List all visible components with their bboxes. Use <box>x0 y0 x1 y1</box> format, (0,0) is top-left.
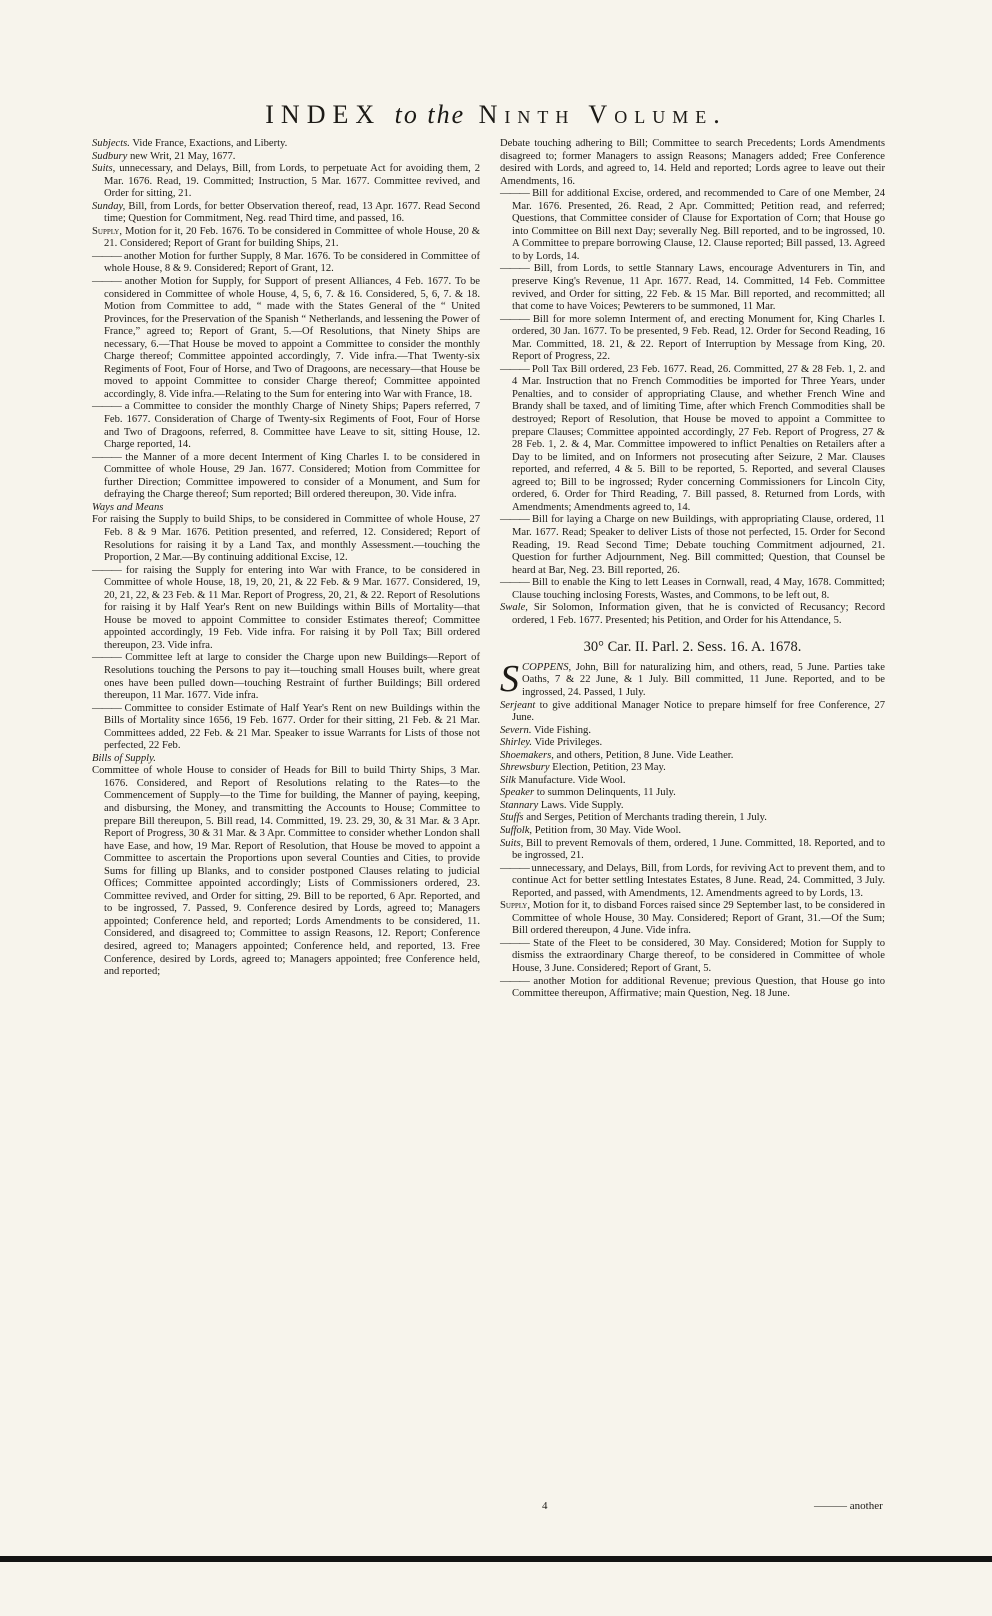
entry-heading: Sunday, <box>92 200 126 212</box>
index-entry <box>92 226 480 251</box>
entry-heading: Swale, <box>500 602 528 614</box>
repeat-dash: ——— <box>92 564 121 576</box>
index-entry <box>500 900 885 938</box>
entry-text: Bill to enable the King to lett Leases in Cornwall, read, 4 May, 1678. Committed; Clause touching inclosing Forests, Wastes, and Commons, to be left out, 8. <box>512 577 885 601</box>
entry-text: Manufacture. Vide Wool. <box>515 774 626 786</box>
entry-text: Motion for it, 20 Feb. 1676. To be considered in Committee of whole House, 20 & 21. Considered; Report of Grant for building Ships, 21. <box>104 225 480 250</box>
entry-text: Motion for it, to disband Forces raised since 29 September last, to be considered in Committee of whole House, 30 May. Considered; Report of Grant, 31.—Of the Sum; Bill ordered thereupon, 4 June. Vide infra. <box>512 900 885 937</box>
right-column <box>500 138 885 1001</box>
index-entry <box>92 163 480 201</box>
index-entry <box>500 787 885 800</box>
entry-text: Committee left at large to consider the Charge upon new Buildings—Report of Resolutions touching the Persons to pay it—touching small Houses built, where great ones have been pulled down—touching Restraint of further Buildings; Bill ordered thereupon, 11 Mar. 1677. Vide infra. <box>104 652 480 702</box>
entry-heading: Stannary <box>500 799 539 811</box>
index-entry <box>500 737 885 750</box>
entry-text: Sir Solomon, Information given, that he is convicted of Recusancy; Record ordered, 1 Feb. 1677. Presented; his Petition, and Order for his Attendance, 5. <box>512 602 885 626</box>
entry-text: State of the Fleet to be considered, 30 May. Considered; Motion for Supply to dismiss the extraordinary Charge thereof, to be considered in Committee of whole House, 3 June. Considered; Report of Grant, 5. <box>512 937 885 974</box>
entry-text: Election, Petition, 23 May. <box>549 762 666 774</box>
entry-heading: Serjeant <box>500 699 536 711</box>
page-number: 4 <box>542 1500 548 1512</box>
entry-heading: Shoemakers, <box>500 749 554 761</box>
entry-text: the Manner of a more decent Interment of King Charles I. to be considered in Committee of whole House, 29 Jan. 1677. Considered; Motion from Committee for further Direction; Committee impowered to consider of a Monument, and Sum for defraying the Charge thereof; Sum reported; Bill ordered thereupon, 30. Vide infra. <box>104 451 480 501</box>
index-entry <box>92 753 480 766</box>
entry-text: and others, Petition, 8 June. Vide Leather. <box>553 749 734 761</box>
index-entry <box>500 577 885 602</box>
entry-text: to give additional Manager Notice to prepare himself for free Conference, 27 June. <box>512 699 885 724</box>
entry-text: Vide Privileges. <box>532 737 603 749</box>
entry-text: Poll Tax Bill ordered, 23 Feb. 1677. Read, 26. Committed, 27 & 28 Feb. 1, 2. and 4 Mar. Instruction that no French Commodities be imported for Three Years, under Penalties, and to consider of appropriating Clause, and whether French Wine and Brandy shall be taxed, and of limiting Time, after which French Commodities shall be destroyed; Report of Resolution, that House be moved to appoint a Committee to prepare Clauses; Committee appointed accordingly, 27 Feb. Report of Progress, 27 & 28 Feb. 1, 2. & 4, Mar. Committee impowered to inflict Penalties on Retailers after a Day to be limited, and on Informers not prosecuting after Seizure, 2 Mar. Clauses reported, and referred, 4 & 5. Bill to be reported, 5. Reported, and several Clauses agreed to; Bill to be ingrossed; Ryder concerning Commissioners for Lincoln City, ordered, 6. Order for Third Reading, 7. Bill passed, 8. Returned from Lords, with Amendments; Amendments agreed to, 14. <box>512 363 885 513</box>
entry-text: Petition from, 30 May. Vide Wool. <box>532 824 682 836</box>
index-entry <box>500 825 885 838</box>
entry-heading: Ways and Means <box>92 501 164 513</box>
entry-text: for raising the Supply for entering into War with France, to be considered in Committee of whole House, 18, 19, 20, 21, & 22 Feb. & 9 Mar. 1677. Considered, 19, 20, 21, 22, & 23 Feb. & 11 Mar. Report of Progress, 20, 21, & 22. Report of Resolutions for raising it by Half Year's Rent on new Buildings within Bills of Mortality—that House be moved to appoint Committee to consider Estimates thereof; Committee appointed accordingly, 19 Feb. Vide infra. For raising it by Poll Tax; Bill ordered thereupon, 23. Vide infra. <box>104 564 480 651</box>
index-entry <box>500 725 885 738</box>
left-column <box>92 138 480 979</box>
entry-heading: Suits, <box>92 163 116 175</box>
entry-text: unnecessary, and Delays, Bill, from Lords, for reviving Act to prevent them, and to continue Act for better settling Intestates Estates, 8 June. Read, 24. Committed, 3 July. Reported, and passed, with Amendments, 12. Amendments agreed to by Lords, 13. <box>512 862 885 899</box>
entry-heading: Sudbury <box>92 150 128 162</box>
entry-text: Committee to consider Estimate of Half Year's Rent on new Buildings within the Bills of Mortality since 1656, 19 Feb. 1677. Order for their sitting, 21 Feb. & 21 Mar. Committees added, 22 Feb. & 21 Mar. Speaker to issue Warrants for Lists of those not perfected, 22 Feb. <box>104 702 480 752</box>
index-entry <box>92 514 480 564</box>
repeat-dash: ——— <box>500 188 529 200</box>
index-entry <box>500 775 885 788</box>
entry-text: Debate touching adhering to Bill; Committee to search Precedents; Lords Amendments disagreed to; former Managers to assign Reasons; Managers added; Free Conference desired with Lords, and agreed to, 14. Held and reported; Lords agree to leave out their Amendments, 16. <box>500 138 885 187</box>
entry-heading: Supply, <box>500 900 531 912</box>
index-entry <box>500 812 885 825</box>
repeat-dash: ——— <box>92 451 121 463</box>
index-entry <box>92 401 480 451</box>
entry-heading: Silk <box>500 774 516 786</box>
title-index: INDEX <box>265 100 382 129</box>
entry-heading: Bills of Supply. <box>92 752 156 764</box>
index-entry <box>92 765 480 978</box>
index-entry <box>92 251 480 276</box>
repeat-dash: ——— <box>92 702 121 714</box>
entry-text: For raising the Supply to build Ships, to be considered in Committee of whole House, 27 Feb. 8 & 9 Mar. 1676. Petition presented, and referred, 12. Considered; Report of Resolutions for raising it by a Land Tax, and monthly Assessment.—touching the Proportion, 2 Mar.—By continuing additional Excise, 12. <box>92 514 480 564</box>
repeat-dash: ——— <box>500 937 529 949</box>
index-entry <box>500 514 885 577</box>
entry-text: Bill for laying a Charge on new Buildings, with appropriating Clause, ordered, 11 Mar. 1677. Read; Speaker to deliver Lists of those not perfected, 15. Order for Second Reading, 19. Read Second Time; Debate touching Commitment adjourned, 21. Question for further Adjournment, Neg. Bill committed; Question, that Counsel be heard at Bar, Neg. 23. Bill reported, 26. <box>512 514 885 576</box>
right-column-session-entries <box>500 657 885 1001</box>
index-entry <box>92 565 480 653</box>
entry-text: Bill to prevent Removals of them, ordered, 1 June. Committed, 18. Reported, and to be ingrossed, 21. <box>512 837 885 862</box>
index-entry <box>500 800 885 813</box>
title-to-the: to the <box>394 100 466 129</box>
entry-heading: Shirley. <box>500 737 533 749</box>
repeat-dash: ——— <box>92 276 121 288</box>
index-entry <box>92 652 480 702</box>
entry-text: unnecessary, and Delays, Bill, from Lords, to perpetuate Act for avoiding them, 2 Mar. 1676. Read, 19. Committed; Instruction, 5 Mar. 1677. Committee revived, and Order for sitting, 21. <box>104 163 480 200</box>
repeat-dash: ——— <box>92 652 121 664</box>
repeat-dash: ——— <box>500 514 529 526</box>
entry-text: a Committee to consider the monthly Charge of Ninety Ships; Papers referred, 7 Feb. 1677. Consideration of Charge of Twenty-six Regiments of Foot, Four of Horse and Two of Dragoons, referred, 8. Committee have Leave to sit, sitting House, 12. Charge reported, 14. <box>104 401 480 451</box>
index-entry <box>500 314 885 364</box>
index-entry <box>92 201 480 226</box>
index-entry <box>500 138 885 188</box>
index-entry <box>500 863 885 901</box>
title-ninth-volume: Ninth Volume. <box>478 100 727 129</box>
entry-heading: Supply, <box>92 225 123 237</box>
entry-text: Bill for more solemn Interment of, and erecting Monument for, King Charles I. ordered, 30 Jan. 1677. To be presented, 9 Feb. Read, 12. Order for Second Reading, 16 Mar. Committed, 18. 21, & 22. Report of Interruption by Message from King, 20. Report of Progress, 22. <box>512 313 885 363</box>
entry-text: Bill for additional Excise, ordered, and recommended to Care of one Member, 24 Mar. 1676. Presented, 26. Read, 2 Apr. Committed; Petition read, and referred; Questions, that Committee consider of Clause for Exportation of Corn; that House go into Committee on Bill next Day; severally Neg. Bill reported, and to be ingrossed, 10. A Committee to prepare borrowing Clause, 12. Clause reported; Bill passed, 13. Agreed to by Lords, 14. <box>512 188 885 262</box>
repeat-dash: ——— <box>500 363 529 375</box>
entry-heading: Subjects. <box>92 138 130 149</box>
index-entry <box>92 502 480 515</box>
index-entry <box>92 151 480 164</box>
index-entry <box>500 976 885 1001</box>
entry-heading: Shrewsbury <box>500 762 550 774</box>
index-entry <box>500 838 885 863</box>
index-entry <box>500 700 885 725</box>
index-entry <box>500 263 885 313</box>
page-title <box>0 100 992 130</box>
index-entry <box>500 657 885 700</box>
entry-text: Vide Fishing. <box>531 724 591 736</box>
index-entry <box>500 938 885 976</box>
entry-heading: Suits, <box>500 837 524 849</box>
entry-text: another Motion for Supply, for Support of present Alliances, 4 Feb. 1677. To be considered in Committee of whole House, 4, 5, 6, 7. & 16. Considered, 5, 6, 7. & 18. Motion from Committee to add, “ made with the States General of the “ United Provinces, for the Preservation of the Spanish “ Netherlands, and lessening the Power of France,” agreed to; Report of Grant, 5.—Of Resolutions, that Ninety Ships are necessary, 6.—That House be moved to appoint a Committee to consider the monthly Charge thereof; Committee appointed accordingly, 7. Vide infra.—That Twenty-six Regiments of Foot, Four of Horse, and Two of Dragoons, are necessary—that House be moved to appoint Committee to consider Charge thereof; Committee appointed accordingly, 8. Vide infra.—Relating to the Sum for entering into War with France, 18. <box>104 276 480 400</box>
repeat-dash: ——— <box>500 263 529 275</box>
entry-text: Laws. Vide Supply. <box>538 799 624 811</box>
entry-heading: Speaker <box>500 787 535 799</box>
entry-text: Vide France, Exactions, and Liberty. <box>129 138 288 149</box>
index-entry <box>500 364 885 515</box>
entry-heading: Severn. <box>500 724 532 736</box>
drop-cap: S <box>500 657 519 700</box>
index-entry <box>500 602 885 627</box>
repeat-dash: ——— <box>500 577 529 589</box>
index-entry <box>500 750 885 763</box>
entry-heading: Stuffs <box>500 812 524 824</box>
repeat-dash: ——— <box>500 313 529 325</box>
index-entry <box>92 276 480 401</box>
entry-heading: COPPENS, <box>522 661 572 673</box>
session-heading: 30° Car. II. Parl. 2. Sess. 16. A. 1678. <box>583 639 802 656</box>
index-entry <box>500 188 885 263</box>
entry-text: another Motion for further Supply, 8 Mar. 1676. To be considered in Committee of whole House, 8 & 9. Considered; Report of Grant, 12. <box>104 250 480 275</box>
entry-text: another Motion for additional Revenue; previous Question, that House go into Committee thereupon, Affirmative; main Question, Neg. 18 June. <box>512 975 885 1000</box>
repeat-dash: ——— <box>500 862 529 874</box>
repeat-dash: ——— <box>500 975 529 987</box>
right-column-entries <box>500 138 885 627</box>
bottom-rule <box>0 1556 992 1562</box>
catchword: ——— another <box>814 1500 883 1512</box>
repeat-dash: ——— <box>92 250 121 262</box>
entry-text: Bill, from Lords, to settle Stannary Laws, encourage Adventurers in Tin, and preserve King's Revenue, 11 Apr. 1677. Read, 14. Committed, 14 Feb. Committee revived, and Order for sitting, 22 Feb. & 15 Mar. Bill reported, and recommitted; all that come to have Voices; Pewterers to be summoned, 11 Mar. <box>512 263 885 313</box>
index-entry <box>500 762 885 775</box>
index-entry <box>92 703 480 753</box>
entry-text: Bill, from Lords, for better Observation thereof, read, 13 Apr. 1677. Read Second time; Question for Commitment, Neg. read Third time, and passed, 16. <box>104 200 480 225</box>
entry-text: new Writ, 21 May, 1677. <box>127 150 236 162</box>
entry-text: to summon Delinquents, 11 July. <box>534 787 676 799</box>
index-entry <box>92 138 480 151</box>
index-entry <box>92 452 480 502</box>
entry-text: John, Bill for naturalizing him, and others, read, 5 June. Parties take Oaths, 7 & 22 June, & 1 July. Bill committed, 11 June. Reported, and to be ingrossed, 24. Passed, 1 July. <box>522 661 885 698</box>
entry-text: Committee of whole House to consider of Heads for Bill to build Thirty Ships, 3 Mar. 1676. Considered, and Report of Resolutions relating to the Rates—to the Commencement of Supply—to the Time for building, the Manner of paying, keeping, and disbursing, the Money, and transmitting the Accounts to House; Committee to prepare Bill thereupon, 5. Bill read, 14. Committed, 19. 23. 29, 30, & 31 Mar. & 3 Apr. Report of Progress, 30 & 31 Mar. & 3 Apr. Committee to consider whether London shall have Ease, and how, 19 Mar. Report of Resolution, that House be moved to appoint a Committee to ascertain the Proportions upon several Counties and Cities, to provide Sums for filling up Blanks, and to consider postponed Clauses relating to judicial Offices; Committee appointed accordingly; Lists of Commissioners ordered, 23. Committee revived, and Order for sitting, 29. Bill to be reported, 6 Apr. Reported, and to be ingrossed, 7. Passed, 9. Conference desired by Lords, agreed to; Managers appointed; Conference held, and reported; Lords Amendments to be considered, 11. Considered, and disagreed to; Committee to assign Reasons, 12. Report; Conference desired, agreed to; Managers appointed; Conference held, and reported, 13. Free Conference, desired by Lords, agreed to; Managers appointed; free Conference held, and reported; <box>92 765 480 978</box>
repeat-dash: ——— <box>92 401 121 413</box>
entry-heading: Suffolk, <box>500 824 533 836</box>
entry-text: and Serges, Petition of Merchants trading therein, 1 July. <box>523 812 767 824</box>
